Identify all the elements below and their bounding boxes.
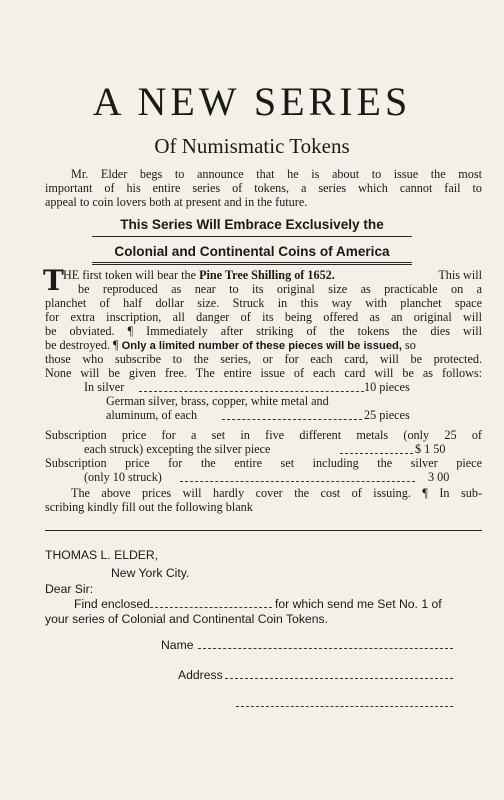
pine-tree-shilling: Pine Tree Shilling of 1652. (199, 268, 335, 282)
intro-line-1: Mr. Elder begs to announce that he is about to issue the most (71, 167, 482, 181)
headline-rule-mid (92, 262, 412, 263)
limited-number-notice: Only a limited number of these pieces will be issued, (121, 340, 402, 352)
drop-cap: T (43, 264, 64, 297)
price-1-line-1: Subscription price for a set in five different metals (only 25 of (45, 428, 482, 442)
price-2-line-2: (only 10 struck) (84, 470, 162, 484)
body-line-2: be reproduced as near to its original size as practicable on a (78, 282, 482, 296)
price-2-leader (180, 481, 415, 482)
page-title: A NEW SERIES (92, 79, 412, 124)
metals-value: 25 pieces (364, 408, 410, 422)
page-subtitle: Of Numismatic Tokens (154, 134, 350, 158)
address-field[interactable] (225, 678, 453, 679)
metals-line-1: German silver, brass, copper, white metal and (106, 394, 329, 408)
price-2-line-1: Subscription price for the entire set including the silver piece (45, 456, 482, 470)
address-field-line-2[interactable] (236, 706, 453, 707)
body-line-6-end: so (402, 338, 416, 352)
silver-value: 10 pieces (364, 380, 410, 394)
find-enclosed-label: Find enclosed (74, 597, 150, 611)
for-which-text: for which send me Set No. 1 of (275, 597, 442, 611)
price-1-leader (340, 453, 413, 454)
amount-enclosed-field[interactable] (150, 607, 272, 608)
headline-rule-top (92, 236, 412, 237)
closing-line-1: The above prices will hardly cover the cost of issuing. ¶ In sub- (71, 486, 482, 500)
metals-line-2: aluminum, of each (106, 408, 198, 422)
silver-label: In silver (84, 380, 125, 394)
body-line-7: those who subscribe to the series, or for each card, will be protected. (45, 352, 482, 366)
headline-series: This Series Will Embrace Exclusively the (120, 217, 384, 232)
body-line-6 (45, 338, 482, 353)
section-divider (45, 530, 482, 531)
intro-line-3: appeal to coin lovers both at present and in the future. (45, 195, 308, 209)
form-salutation: Dear Sir: (45, 582, 94, 596)
series-line: your series of Colonial and Continental Coin Tokens. (45, 612, 328, 626)
body-line-3: planchet of half dollar size. Struck in this way with planchet space (45, 296, 482, 310)
headline-rule-bottom (92, 264, 412, 265)
name-field[interactable] (198, 648, 453, 649)
form-city: New York City. (111, 566, 190, 580)
price-2-value: 3 00 (428, 470, 450, 484)
price-1-value: $ 1 50 (415, 442, 446, 456)
body-line-4: for extra inscription, all danger of its being offered as an original will (45, 310, 482, 324)
headline-colonial: Colonial and Continental Coins of America (114, 244, 390, 259)
form-addressee: THOMAS L. ELDER, (45, 548, 159, 562)
address-label: Address (178, 668, 223, 682)
closing-line-2: scribing kindly fill out the following blank (45, 500, 253, 514)
name-label: Name (161, 638, 194, 652)
metals-leader (222, 419, 362, 420)
silver-leader (139, 391, 364, 392)
body-line-5: be obviated. ¶ Immediately after striking of the tokens the dies will (45, 324, 482, 338)
intro-line-2: important of his entire series of tokens, a series which cannot fail to (45, 181, 482, 195)
body-line-1-start: HE first token will bear the (63, 268, 200, 282)
body-line-6-start: be destroyed. ¶ (45, 338, 122, 352)
body-line-1 (63, 268, 482, 282)
body-line-8: None will be given free. The entire issue of each card will be as follows: (45, 366, 482, 380)
price-1-line-2: each struck) excepting the silver piece (84, 442, 271, 456)
body-line-1-end: This will (438, 268, 482, 282)
